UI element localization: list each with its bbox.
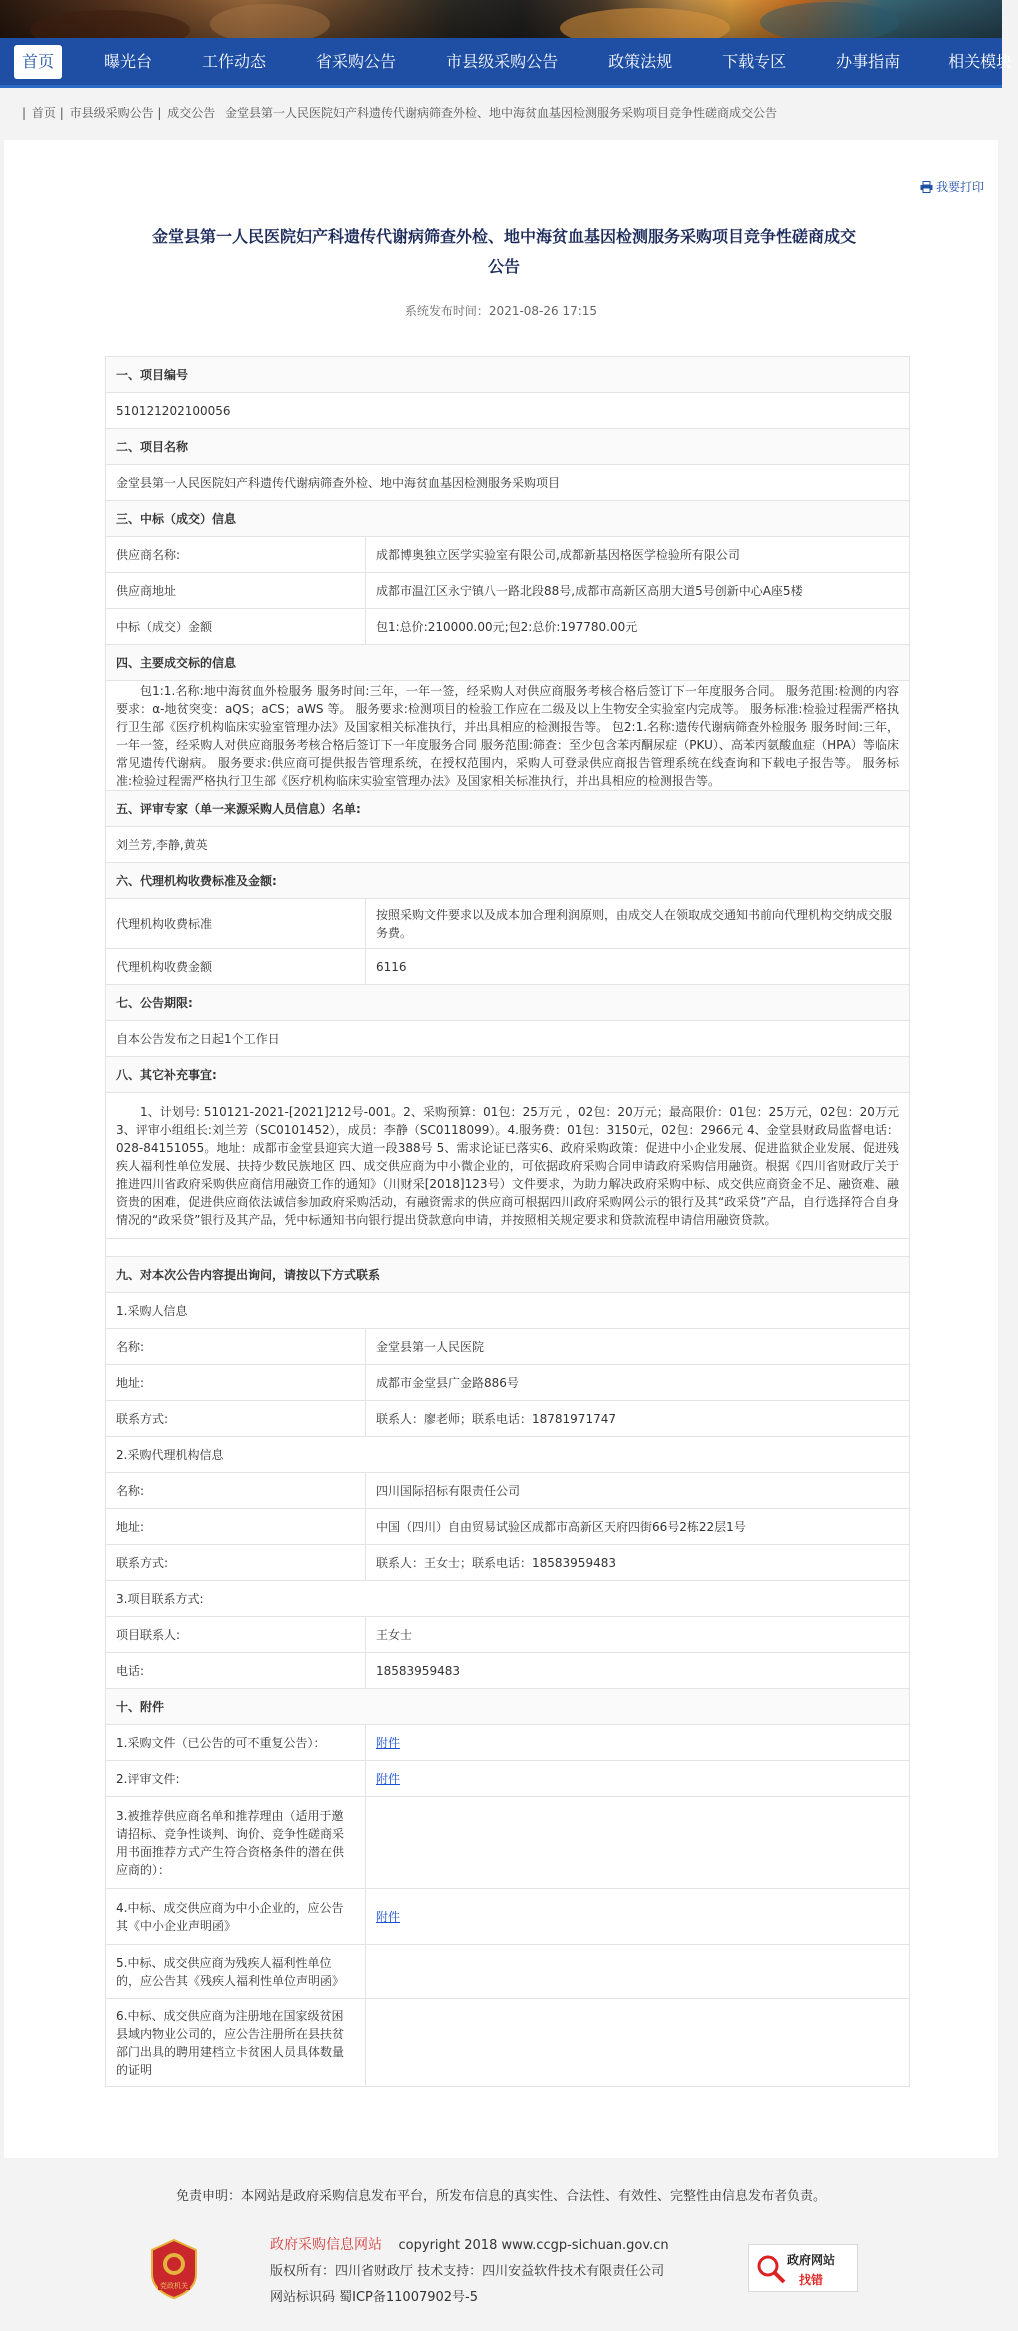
nav-item-home[interactable]: 首页 <box>14 45 62 79</box>
table-row <box>106 949 910 985</box>
attachment-4-label: 4.中标、成交供应商为中小企业的，应公告其《中小企业声明函》 <box>106 1889 366 1945</box>
table-row <box>106 537 910 573</box>
footer-copyright: copyright 2018 www.ccgp-sichuan.gov.cn <box>398 2238 669 2253</box>
deal-amount-value: 包1:总价:210000.00元;包2:总价:197780.00元 <box>366 609 910 645</box>
supplier-name-value: 成都博奥独立医学实验室有限公司,成都新基因格医学检验所有限公司 <box>366 537 910 573</box>
nav-item-guide[interactable]: 办事指南 <box>836 51 901 71</box>
agency-address-label: 地址: <box>106 1509 366 1545</box>
section-heading-2: 二、项目名称 <box>106 429 910 465</box>
purchaser-address-value: 成都市金堂县广金路886号 <box>366 1365 910 1401</box>
agency-contact-label: 联系方式: <box>106 1545 366 1581</box>
table-row <box>106 1889 910 1945</box>
table-row <box>106 1617 910 1653</box>
agency-fee-standard-label: 代理机构收费标准 <box>106 899 366 949</box>
party-emblem-icon[interactable] <box>148 2238 200 2300</box>
section-heading-8: 八、其它补充事宜: <box>106 1057 910 1093</box>
table-row <box>106 1545 910 1581</box>
report-error-badge[interactable]: 政府网站 找错 <box>748 2244 858 2292</box>
attachment-1-label: 1.采购文件（已公告的可不重复公告）： <box>106 1725 366 1761</box>
deal-amount-label: 中标（成交）金额 <box>106 609 366 645</box>
attachment-5-label: 5.中标、成交供应商为残疾人福利性单位的，应公告其《残疾人福利性单位声明函》 <box>106 1945 366 1999</box>
agency-name-value: 四川国际招标有限责任公司 <box>366 1473 910 1509</box>
purchaser-name-value: 金堂县第一人民医院 <box>366 1329 910 1365</box>
page-title: 金堂县第一人民医院妇产科遗传代谢病筛查外检、地中海贫血基因检测服务采购项目竞争性磋商成交 公告 <box>151 227 856 276</box>
section-heading-1: 一、项目编号 <box>106 357 910 393</box>
expert-list: 刘兰芳,李静,黄英 <box>106 827 910 863</box>
footer <box>0 2216 1002 2331</box>
attachment-2-link[interactable]: 附件 <box>376 1772 401 1786</box>
section-heading-6: 六、代理机构收费标准及金额: <box>106 863 910 899</box>
table-row <box>106 1365 910 1401</box>
publish-time: 系统发布时间：2021-08-26 17:15 <box>404 304 598 318</box>
supplier-name-label: 供应商名称: <box>106 537 366 573</box>
project-contact-person-label: 项目联系人: <box>106 1617 366 1653</box>
agency-address-value: 中国（四川）自由贸易试验区成都市高新区天府四街66号2栋22层1号 <box>366 1509 910 1545</box>
breadcrumb: | 首页 | 市县级采购公告 | 成交公告 金堂县第一人民医院妇产科遗传代谢病筛查外检、地中海贫血基因检测服务采购项目竞争性磋商成交公告 <box>22 106 777 120</box>
section-heading-3: 三、中标（成交）信息 <box>106 501 910 537</box>
agency-heading: 2.采购代理机构信息 <box>106 1437 910 1473</box>
purchaser-heading: 1.采购人信息 <box>106 1293 910 1329</box>
agency-contact-value: 联系人：王女士；联系电话：18583959483 <box>366 1545 910 1581</box>
nav-item-exposure[interactable]: 曝光台 <box>104 51 153 71</box>
footer-icp: 网站标识码 蜀ICP备11007902号-5 <box>270 2290 479 2305</box>
breadcrumb-deal-notice[interactable]: 成交公告 <box>167 106 216 120</box>
nav-item-work-news[interactable]: 工作动态 <box>202 51 267 71</box>
breadcrumb-current: 金堂县第一人民医院妇产科遗传代谢病筛查外检、地中海贫血基因检测服务采购项目竞争性磋商成交公告 <box>224 106 777 120</box>
attachment-4-link[interactable]: 附件 <box>376 1910 401 1924</box>
svg-text:党政机关: 党政机关 <box>160 2282 188 2290</box>
breadcrumb-city-county[interactable]: 市县级采购公告 <box>69 106 154 120</box>
table-row <box>106 1999 910 2087</box>
top-banner-image <box>0 0 1002 38</box>
nav-item-policies[interactable]: 政策法规 <box>608 51 673 71</box>
agency-name-label: 名称: <box>106 1473 366 1509</box>
nav-item-province-notices[interactable]: 省采购公告 <box>316 51 397 71</box>
section-heading-10: 十、附件 <box>106 1689 910 1725</box>
nav-item-city-county-notices[interactable]: 市县级采购公告 <box>446 51 559 71</box>
project-contact-person-value: 王女士 <box>366 1617 910 1653</box>
supplier-address-value: 成都市温江区永宁镇八一路北段88号,成都市高新区高朋大道5号创新中心A座5楼 <box>366 573 910 609</box>
supplier-address-label: 供应商地址 <box>106 573 366 609</box>
attachment-6-label: 6.中标、成交供应商为注册地在国家级贫困县域内物业公司的，应公告注册所在县扶贫部门出具的聘用建档立卡贫困人员具体数量的证明 <box>106 1999 366 2087</box>
purchaser-contact-label: 联系方式: <box>106 1401 366 1437</box>
attachment-1-link[interactable]: 附件 <box>376 1736 401 1750</box>
table-row <box>106 1329 910 1365</box>
table-row <box>106 1473 910 1509</box>
notice-period: 自本公告发布之日起1个工作日 <box>106 1021 910 1057</box>
project-contact-heading: 3.项目联系方式: <box>106 1581 910 1617</box>
table-row <box>106 899 910 949</box>
purchaser-address-label: 地址: <box>106 1365 366 1401</box>
section-heading-5: 五、评审专家（单一来源采购人员信息）名单: <box>106 791 910 827</box>
magnifier-icon <box>755 2253 787 2285</box>
print-button[interactable]: 我要打印 <box>920 178 984 195</box>
notice-table <box>105 356 910 2087</box>
table-row <box>106 1797 910 1889</box>
attachment-3-label: 3.被推荐供应商名单和推荐理由（适用于邀请招标、竞争性谈判、询价、竞争性磋商采用书面推荐方式产生符合资格条件的潜在供应商的）： <box>106 1797 366 1889</box>
section-heading-9: 九、对本次公告内容提出询问，请按以下方式联系 <box>106 1257 910 1293</box>
nav-item-related[interactable]: 相关模块 <box>948 51 1013 71</box>
table-row <box>106 1509 910 1545</box>
section-heading-4: 四、主要成交标的信息 <box>106 645 910 681</box>
table-row <box>106 609 910 645</box>
agency-fee-amount-label: 代理机构收费金额 <box>106 949 366 985</box>
agency-fee-amount-value: 6116 <box>366 949 910 985</box>
printer-icon <box>920 181 933 193</box>
main-subject-text: 包1:1.名称:地中海贫血外检服务 服务时间:三年，一年一签，经采购人对供应商服务考核合格后签订下一年度服务合同。 服务范围:检测的内容要求：α-地贫突变：aQS；aCS；aWS 等。 服务要求:检测项目的检验工作应在二级及以上生物安全实验室内完成等。 服务标准:检验过程需严格执行卫生部《医疗机构临床实验室管理办法》及国家相关标准执行，并出具相应的检测报告等。 包2:1.名称:遗传代谢病筛查外检服务 服务时间:三年，一年一签，经采购人对供应商服务考核合格后签订下一年度服务合同 服务范围:筛查：至少包含苯丙酮尿症（PKU）、高苯丙氨酸血症（HPA）等临床常见遗传代谢病。 服务要求:供应商可提供报告管理系统，在授权范围内，采购人可登录供应商报告管理系统在线查询和下载电子报告等。 服务标准:检验过程需严格执行卫生部《医疗机构临床实验室管理办法》及国家相关标准执行，并出具相应的检测报告等。 <box>106 681 910 791</box>
footer-owner: 版权所有：四川省财政厅 技术支持：四川安益软件技术有限责任公司 <box>270 2264 665 2279</box>
project-phone-label: 电话: <box>106 1653 366 1689</box>
table-row <box>106 1761 910 1797</box>
breadcrumb-home[interactable]: 首页 <box>31 106 56 120</box>
attachment-2-label: 2.评审文件: <box>106 1761 366 1797</box>
supplementary-text: 1、计划号: 510121-2021-[2021]212号-001。2、采购预算：01包：25万元 ，02包：20万元；最高限价：01包：25万元，02包：20万元3、评审小组组长:刘兰芳（SC0101452），成员：李静（SC0118099）。4.服务费：01包：3150元，02包：2966元 4、金堂县财政局监督电话：028-84151055。地址：成都市金堂县迎宾大道一段388号 5、需求论证已落实6、政府采购政策：促进中小企业发展、促进监狱企业发展、促进残疾人福利性单位发展、扶持少数民族地区 四、成交供应商为中小微企业的，可依据政府采购合同申请政府采购信用融资。根据《四川省财政厅关于推进四川省政府采购供应商信用融资工作的通知》（川财采[2018]123号）文件要求，为助力解决政府采购中标、成交供应商资金不足、融资难、融资贵的困难，促进供应商依法诚信参加政府采购活动，有融资需求的供应商可根据四川政府采购网公示的银行及其“政采贷”产品，自行选择符合自身情况的“政采贷”银行及其产品，凭中标通知书向银行提出贷款意向申请，并按照相关规定要求和贷款流程申请信用融资贷款。 <box>106 1093 910 1239</box>
content-panel <box>4 140 998 2158</box>
project-name: 金堂县第一人民医院妇产科遗传代谢病筛查外检、地中海贫血基因检测服务采购项目 <box>106 465 910 501</box>
table-row <box>106 573 910 609</box>
table-row <box>106 1945 910 1999</box>
main-nav <box>0 38 1013 88</box>
table-row <box>106 1653 910 1689</box>
table-row <box>106 1401 910 1437</box>
project-phone-value: 18583959483 <box>366 1653 910 1689</box>
nav-item-downloads[interactable]: 下载专区 <box>722 51 787 71</box>
table-row <box>106 1725 910 1761</box>
disclaimer: 免责申明：本网站是政府采购信息发布平台，所发布信息的真实性、合法性、有效性、完整性由信息发布者负责。 <box>175 2189 826 2204</box>
footer-brand: 政府采购信息网站 <box>270 2237 382 2253</box>
agency-fee-standard-value: 按照采购文件要求以及成本加合理利润原则，由成交人在领取成交通知书前向代理机构交纳成交服务费。 <box>366 899 910 949</box>
section-heading-7: 七、公告期限: <box>106 985 910 1021</box>
project-number: 510121202100056 <box>106 393 910 429</box>
purchaser-contact-value: 联系人：廖老师；联系电话：18781971747 <box>366 1401 910 1437</box>
purchaser-name-label: 名称: <box>106 1329 366 1365</box>
